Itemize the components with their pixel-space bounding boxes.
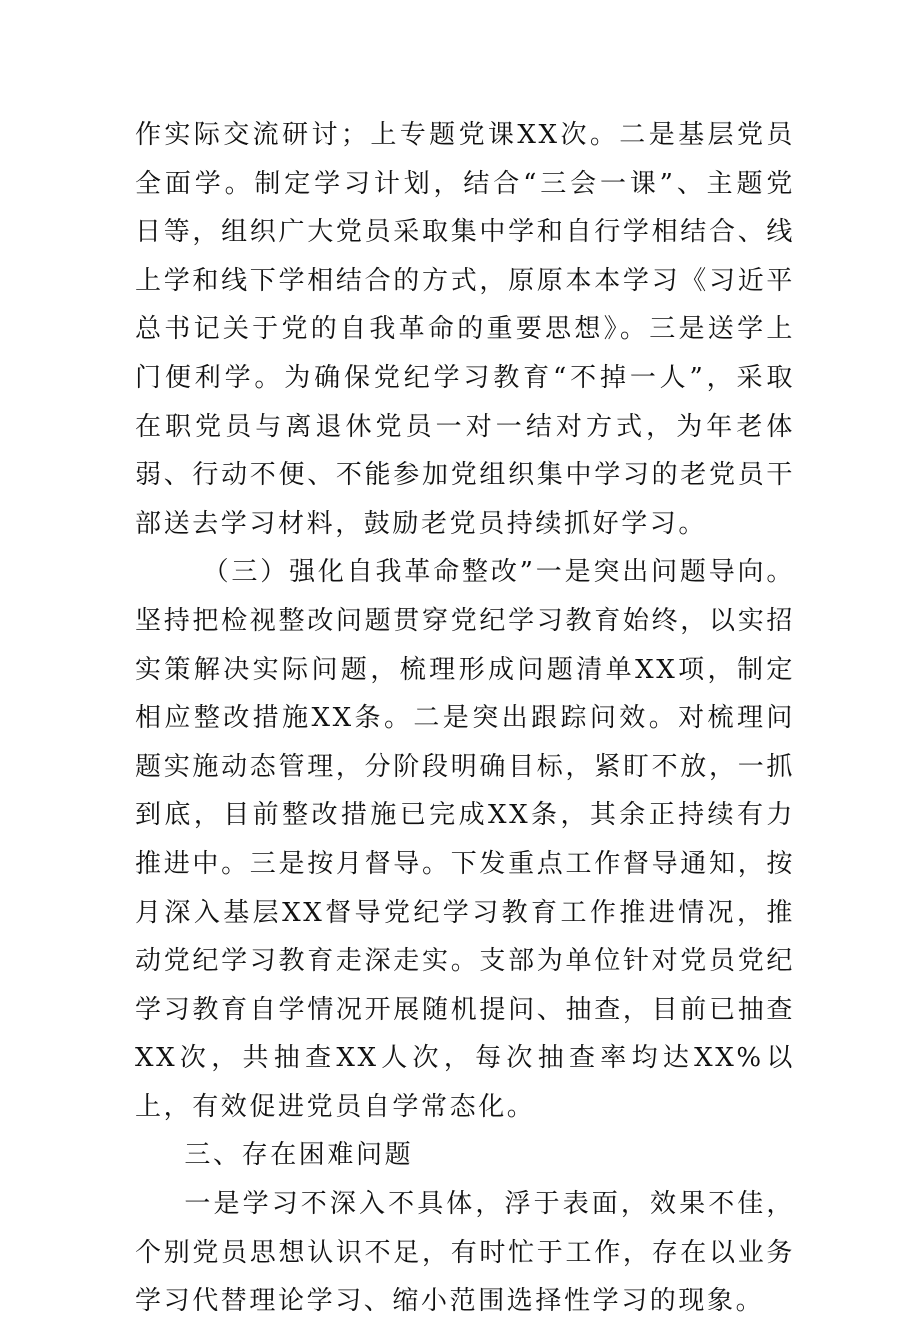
document-body (135, 111, 795, 1326)
section-heading-difficulties: 三、存在困难问题 (184, 1140, 414, 1171)
paragraph-section-3-rectification: （三）强化自我革命整改”一是突出问题导向。坚持把检视整改问题贯穿党纪学习教育始终，以实招实策解决实际问题，梳理形成问题清单XX项，制定相应整改措施XX条。二是突出跟踪问效。对梳理问题实施动态管理，分阶段明确目标，紧盯不放，一抓到底，目前整改措施已完成XX条，其余正持续有力推进中。三是按月督导。下发重点工作督导通知，按月深入基层XX督导党纪学习教育工作推进情况，推动党纪学习教育走深走实。支部为单位针对党员党纪学习教育自学情况开展随机提问、抽查，目前已抽查XX次，共抽查XX人次，每次抽查率均达XX%以上，有效促进党员自学常态化。 (135, 557, 795, 1122)
paragraph-problem-1: 一是学习不深入不具体，浮于表面，效果不佳，个别党员思想认识不足，有时忙于工作，存在以业务学习代替理论学习、缩小范围选择性学习的现象。 (135, 1189, 795, 1317)
paragraph-study-continuation: 作实际交流研讨；上专题党课XX次。二是基层党员全面学。制定学习计划，结合“三会一课”、主题党日等，组织广大党员采取集中学和自行学相结合、线上学和线下学相结合的方式，原原本本学习《习近平总书记关于党的自我革命的重要思想》。三是送学上门便利学。为确保党纪学习教育“不掉一人”，采取在职党员与离退休党员一对一结对方式，为年老体弱、行动不便、不能参加党组织集中学习的老党员干部送去学习材料，鼓励老党员持续抓好学习。 (135, 120, 795, 539)
